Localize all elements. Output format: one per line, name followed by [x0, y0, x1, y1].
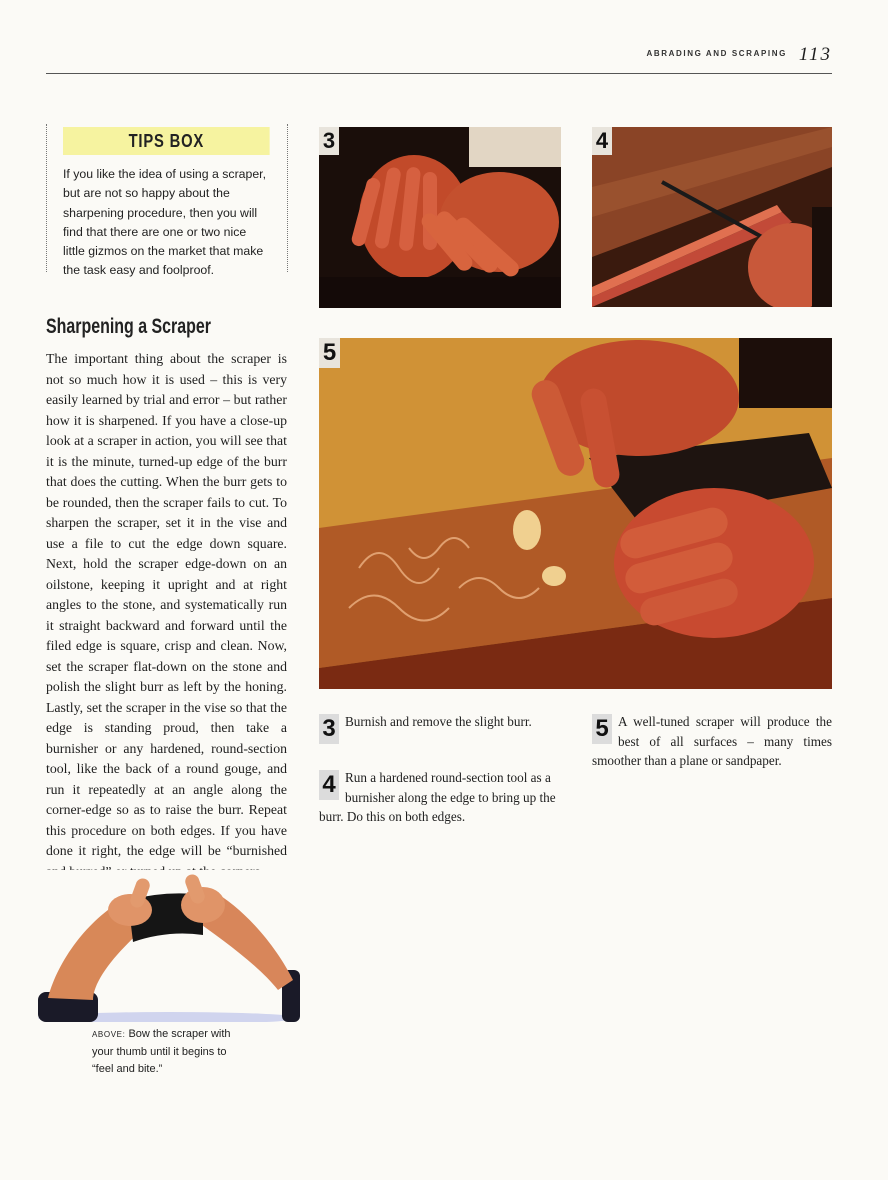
photo-3: [319, 127, 561, 308]
bottom-photo: [38, 870, 300, 1022]
caption-5-text: A well-tuned scraper will produce the best of all surfaces – many times smoother than a plane or sandpaper.: [592, 714, 832, 768]
caption-4-number-badge: 4: [319, 770, 339, 800]
article-heading: Sharpening a Scraper: [46, 315, 211, 338]
tips-box-title: TIPS BOX: [63, 127, 270, 155]
tips-box: [46, 124, 288, 278]
caption-5: [592, 712, 832, 771]
photo-4-number-badge: 4: [592, 127, 612, 155]
caption-5-number-badge: 5: [592, 714, 612, 744]
photo-5: [319, 338, 832, 689]
running-head: [46, 44, 832, 74]
bottom-caption-text: Bow the scraper with your thumb until it begins to “feel and bite.”: [92, 1028, 231, 1075]
photo-4: [592, 127, 832, 307]
bottom-figure-caption: [92, 1026, 232, 1079]
tips-box-body: If you like the idea of using a scraper, but are not so happy about the sharpening procedure, then you will find that there are one or two nice little gizmos on the market that make the task easy and foolproof.: [63, 167, 267, 278]
caption-3-text: Burnish and remove the slight burr.: [345, 714, 532, 729]
caption-4-text: Run a hardened round-section tool as a burnisher along the edge to bring up the burr. Do this on both edges.: [319, 770, 556, 824]
bottom-photo-bow-scraper-illustration: [38, 870, 300, 1022]
photo-5-number-badge: 5: [319, 338, 340, 368]
caption-3-number-badge: 3: [319, 714, 339, 744]
bottom-caption-lead: ABOVE:: [92, 1030, 126, 1039]
caption-3: [319, 712, 561, 746]
caption-4: [319, 768, 561, 827]
article-body: The important thing about the scraper is not so much how it is used – this is very easily learned by trial and error – but rather how it is sharpened. If you have a close-up look at a scraper in action, you will see that it is the minute, turned-up edge of the burr that does the cutting. When the burr gets to be rounded, then the scraper fails to cut. To sharpen the scraper, set it in the vise and use a file to cut the edge down square. Next, hold the scraper edge-down on an oilstone, keeping it upright and at right angles to the stone, and systematically run it straight backward and forward until the filed edge is square, crisp and clean. Now, set the scraper flat-down on the stone and polish the slight burr as left by the honing. Lastly, set the scraper in the vise so that the edge is standing proud, then take a burnisher or any hardened, round-section tool, like the back of a round gouge, and run it repeatedly at an angle along the corner-edge so as to raise the burr. Repeat this procedure on both edges. If you have done it right, the edge will be “burnished: [46, 351, 287, 858]
running-head-section: ABRADING AND SCRAPING: [646, 49, 787, 58]
photo-5-scraping-illustration: [319, 338, 832, 689]
photo-4-burnishing-illustration: [592, 127, 832, 307]
photo-3-number-badge: 3: [319, 127, 339, 155]
page-number: 113: [798, 44, 832, 65]
photo-3-hands-illustration: [319, 127, 561, 308]
